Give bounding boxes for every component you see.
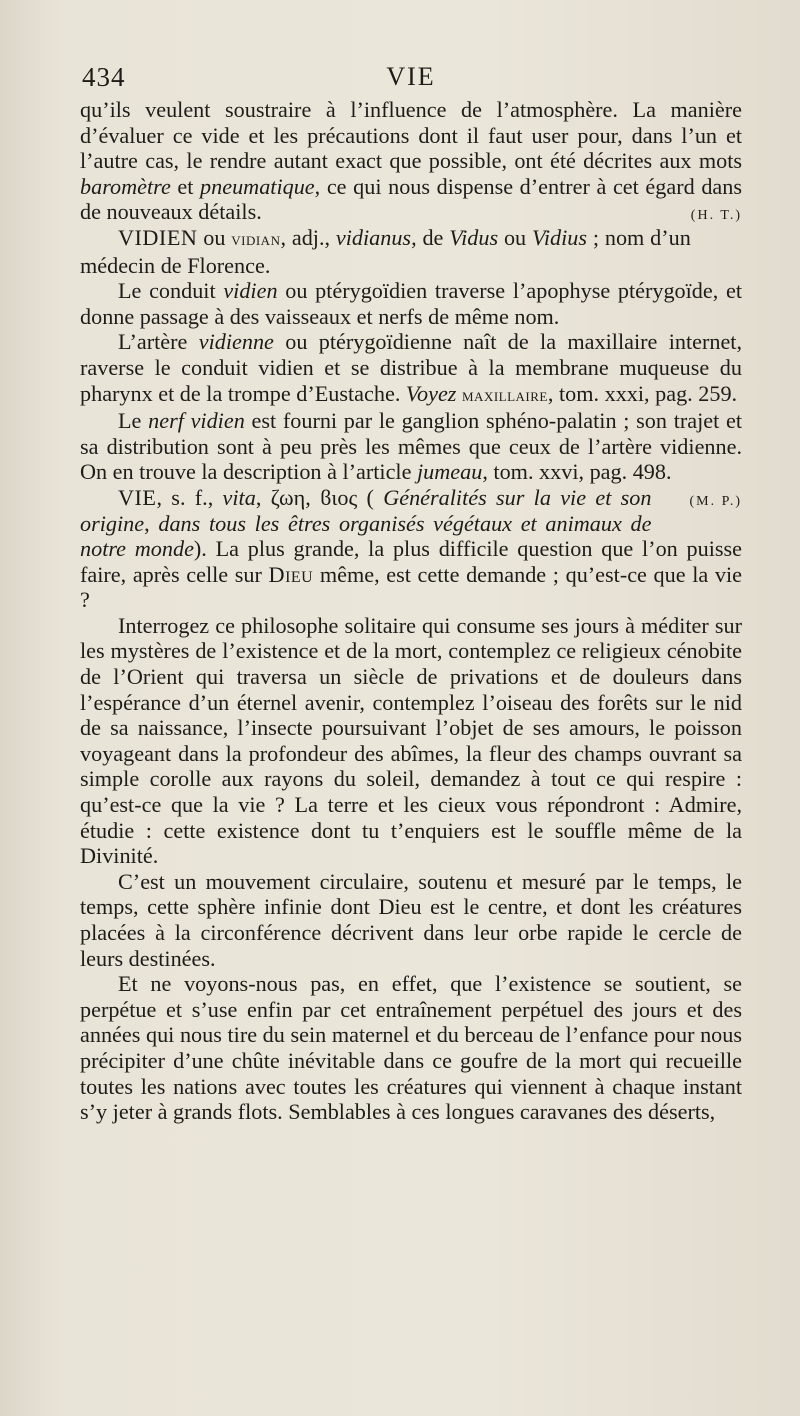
paragraph-mouvement: C’est un mouvement circulaire, soutenu et mesuré par le temps, le temps, cette sphère infinie dont Dieu est le centre, et dont les créatures placées à la circonférence décrivent dans leur orbe rapide le cercle de leurs destinées. — [80, 868, 742, 971]
headword-vie: VIE — [118, 484, 157, 510]
page-header — [80, 62, 742, 94]
headword-vidien: VIDIEN — [118, 224, 198, 250]
entry-vidien: VIDIEN ou vidian, adj., vidianus, de Vidus ou Vidius ; nom d’un médecin de Florence. — [80, 224, 691, 278]
paragraph-existence: Et ne voyons-nous pas, en effet, que l’existence se soutient, se perpétue et s’use enfin par cet entraînement perpétuel des jours et des années qui nous tire du sein maternel et du berceau de l’enfance pour nous précipiter d’une chûte inévitable dans ce goufre de la mort qui recueille toutes les nations avec toutes les créatures qui viennent à chaque instant s’y jeter à grands flots. Semblables à ces longues caravanes des déserts, — [80, 971, 742, 1125]
paragraph-nerf: Le nerf vidien est fourni par le ganglion sphéno-palatin ; son trajet et sa distribution sont à peu près les mêmes que ceux de l’artère vidienne. On en trouve la description à l’article jumeau, tom. xxvi, pag. 498. (M. P.) — [80, 408, 742, 485]
entry-vie: VIE, s. f., vita, ζωη, ϐιος ( Généralités sur la vie et son origine, dans tous les êtres organisés végétaux et animaux de notre monde). La plus grande, la plus difficile question que l’on puisse faire, après celle sur Dieu même, est cette demande ; qu’est-ce que la vie ? — [80, 484, 742, 613]
author-initials: (H. T.) — [690, 208, 742, 224]
author-initials: (M. P.) — [689, 493, 742, 509]
paragraph-atmosphere: qu’ils veulent soustraire à l’influence de l’atmosphère. La manière d’évaluer ce vide et les précautions dont il faut user pour, dans l’un et l’autre cas, le rendre autant exact que possible, ont été décrites aux mots baromètre et pneumatique, ce qui nous dispense d’entrer à cet égard dans de nouveaux détails. (H. T.) — [80, 97, 742, 225]
page-number: 434 — [82, 62, 126, 92]
paragraph-conduit: Le conduit vidien ou ptérygoïdien traverse l’apophyse ptérygoïde, et donne passage à des vaisseaux et nerfs de même nom. — [80, 278, 742, 329]
running-head: VIE — [386, 62, 436, 91]
body-text — [80, 97, 742, 1125]
paragraph-artere: L’artère vidienne ou ptérygoïdienne naît de la maxillaire internet, raverse le conduit vidien et se distribue à la membrane muqueuse du pharynx et de la trompe d’Eustache. Voyez maxillaire, tom. xxxi, pag. 259. — [80, 329, 743, 406]
paragraph-interrogez: Interrogez ce philosophe solitaire qui consume ses jours à méditer sur les mystères de l’existence et de la mort, contemplez ce religieux cénobite de l’Orient qui traversa un siècle de privations et de douleurs dans l’espérance d’un éternel avenir, contemplez l’oiseau des forêts sur le nid de sa naissance, l’insecte poursuivant l’objet de ses amours, le poisson voyageant dans la profondeur des abîmes, la fleur des champs ouvrant sa simple corolle aux rayons du soleil, demandez à tout ce qui respire : qu’est-ce que la vie ? La terre et les cieux vous répondront : Admire, étudie : cette existence dont tu t’enquiers est le souffle même de la Divinité. — [80, 612, 742, 869]
